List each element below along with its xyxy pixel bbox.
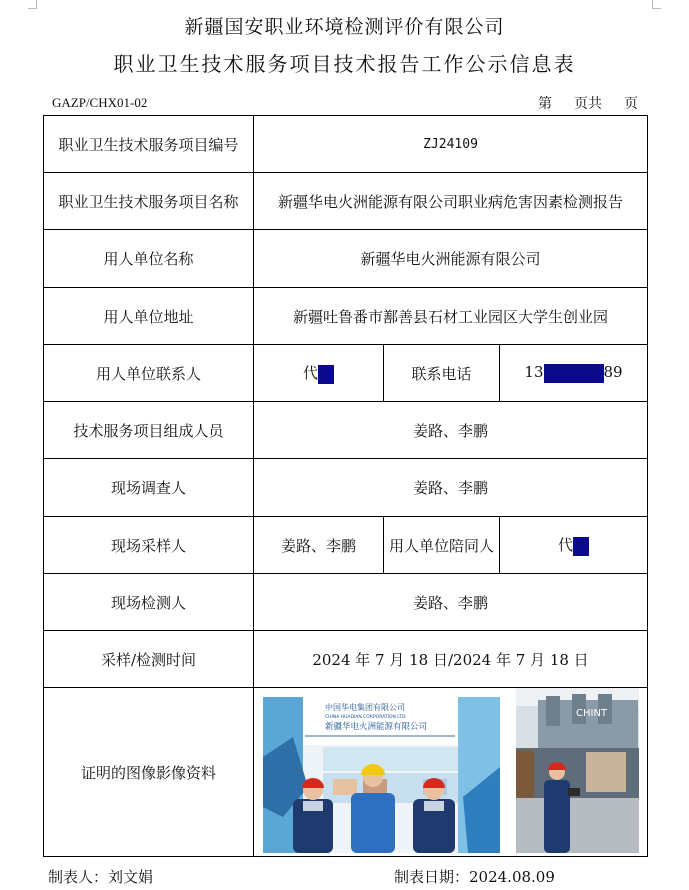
row-project-number bbox=[44, 116, 648, 173]
row-site-sampler bbox=[44, 517, 648, 574]
project-number-label: 职业卫生技术服务项目编号 bbox=[44, 116, 254, 173]
corner-mark-right bbox=[652, 0, 661, 9]
row-team-members bbox=[44, 402, 648, 459]
phone-value: 13 89 bbox=[500, 345, 648, 402]
site-investigator-label: 现场调查人 bbox=[44, 459, 254, 517]
row-employer-address bbox=[44, 288, 648, 345]
corner-mark-left bbox=[28, 0, 37, 9]
employer-address-label: 用人单位地址 bbox=[44, 288, 254, 345]
row-site-tester bbox=[44, 574, 648, 631]
page-label-ye: 页 bbox=[624, 96, 638, 112]
sign-line3: 新疆华电火洲能源有限公司 bbox=[325, 722, 428, 732]
sign-line1: 中国华电集团有限公司 bbox=[325, 703, 405, 712]
page-label-ye-gong: 页共 bbox=[574, 96, 602, 112]
redaction-block bbox=[318, 365, 334, 384]
team-photo-image bbox=[263, 697, 500, 853]
phone-label: 联系电话 bbox=[384, 345, 500, 402]
team-members-value: 姜路、李鹏 bbox=[254, 402, 648, 459]
substation-photo-image bbox=[516, 688, 639, 853]
sign-line2: CHINA HUADIAN CORPORATION LTD. bbox=[325, 715, 407, 720]
contact-label: 用人单位联系人 bbox=[44, 345, 254, 402]
substation-photo bbox=[516, 688, 639, 853]
site-tester-value: 姜路、李鹏 bbox=[254, 574, 648, 631]
site-investigator-value: 姜路、李鹏 bbox=[254, 459, 648, 517]
redaction-block bbox=[573, 537, 589, 556]
chint-logo: CHINT bbox=[576, 708, 608, 719]
employer-name-value: 新疆华电火洲能源有限公司 bbox=[254, 230, 648, 288]
row-photo-evidence bbox=[44, 688, 648, 857]
companion-label: 用人单位陪同人 bbox=[384, 517, 500, 574]
form-code: GAZP/CHX01-02 bbox=[52, 95, 148, 110]
project-name-label: 职业卫生技术服务项目名称 bbox=[44, 173, 254, 230]
team-photo bbox=[263, 697, 500, 853]
project-number-value: ZJ24109 bbox=[254, 116, 648, 173]
contact-value: 代 bbox=[254, 345, 384, 402]
photo-evidence-label: 证明的图像影像资料 bbox=[44, 688, 254, 857]
sampling-time-value: 2024 年 7 月 18 日/2024 年 7 月 18 日 bbox=[254, 631, 648, 688]
redaction-block bbox=[544, 364, 604, 383]
row-contact bbox=[44, 345, 648, 402]
site-sampler-label: 现场采样人 bbox=[44, 517, 254, 574]
row-project-name bbox=[44, 173, 648, 230]
team-members-label: 技术服务项目组成人员 bbox=[44, 402, 254, 459]
row-site-investigator bbox=[44, 459, 648, 517]
prepared-date: 制表日期：2024.08.09 bbox=[394, 868, 555, 886]
project-name-value: 新疆华电火洲能源有限公司职业病危害因素检测报告 bbox=[254, 173, 648, 230]
info-table bbox=[43, 115, 648, 857]
page-indicator bbox=[538, 93, 638, 113]
sampling-time-label: 采样/检测时间 bbox=[44, 631, 254, 688]
preparer: 制表人：刘文娟 bbox=[48, 868, 154, 886]
employer-name-label: 用人单位名称 bbox=[44, 230, 254, 288]
page-label-di: 第 bbox=[538, 96, 552, 112]
companion-value: 代 bbox=[500, 517, 648, 574]
employer-address-value: 新疆吐鲁番市鄯善县石材工业园区大学生创业园 bbox=[254, 288, 648, 345]
document-title: 职业卫生技术服务项目技术报告工作公示信息表 bbox=[113, 52, 576, 76]
photo-evidence-cell bbox=[254, 688, 648, 857]
company-name: 新疆国安职业环境检测评价有限公司 bbox=[184, 16, 505, 38]
row-sampling-time bbox=[44, 631, 648, 688]
row-employer-name bbox=[44, 230, 648, 288]
site-tester-label: 现场检测人 bbox=[44, 574, 254, 631]
site-sampler-value: 姜路、李鹏 bbox=[254, 517, 384, 574]
